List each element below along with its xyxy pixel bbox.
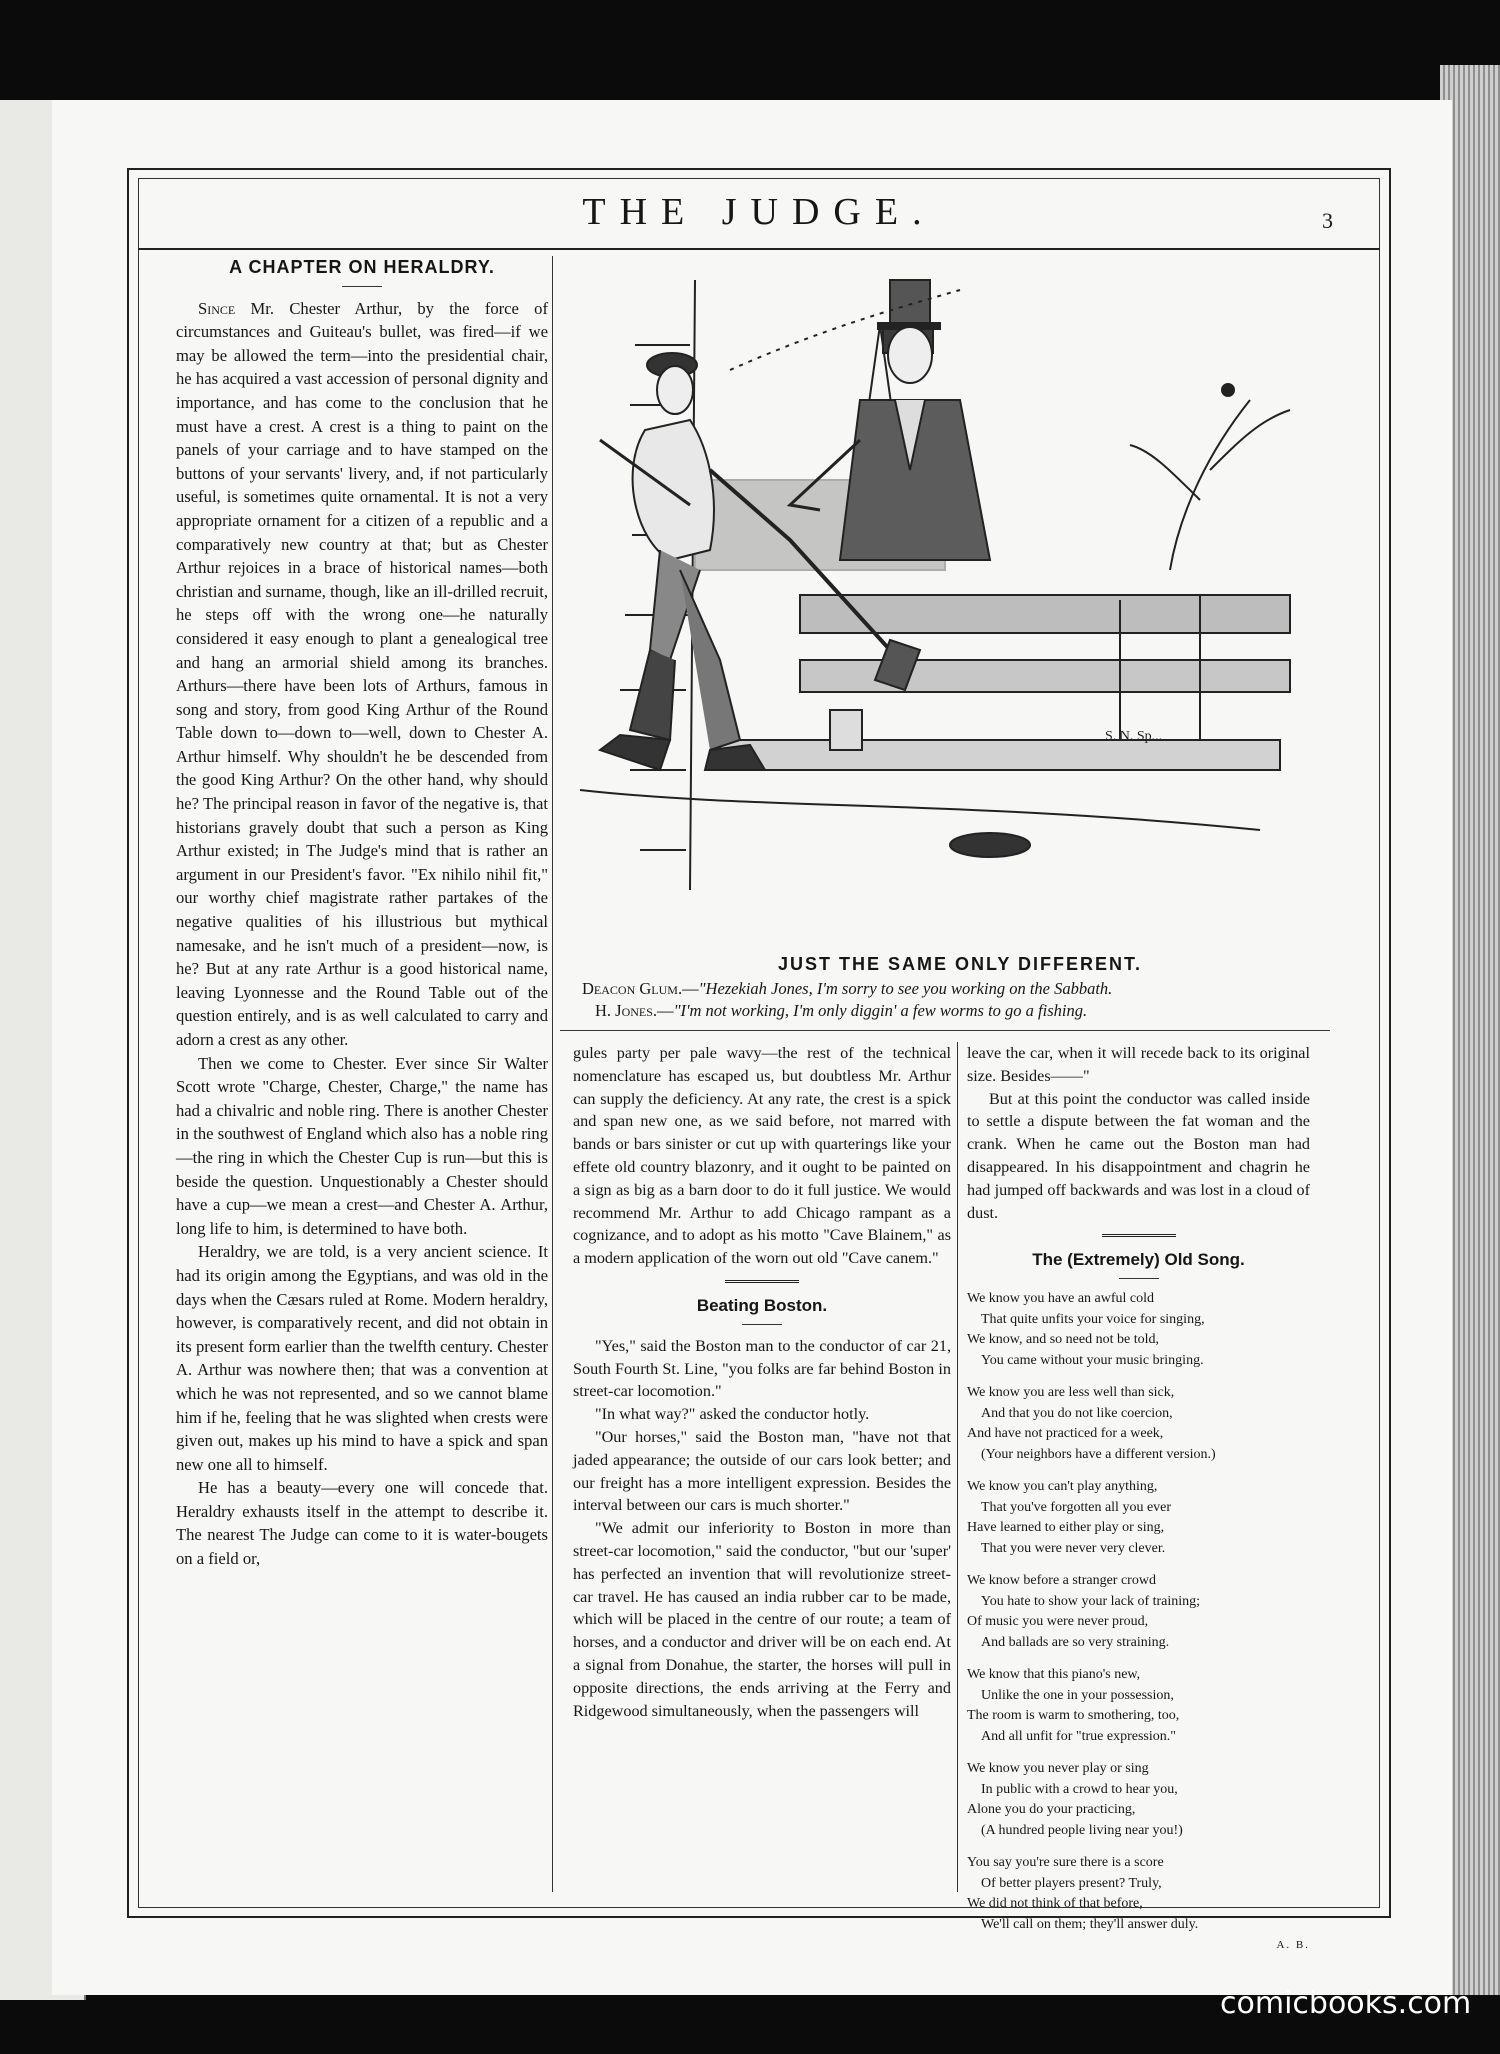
poem-line: That you've forgotten all you ever [981, 1499, 1172, 1515]
poem-line: And ballads are so very straining. [981, 1634, 1170, 1650]
cartoon-caption-line-1 [582, 978, 1112, 1000]
caption-text: "I'm not working, I'm only diggin' a few worms to go a fishing. [673, 1001, 1088, 1020]
paragraph: "In what way?" asked the conductor hotly. [595, 1405, 870, 1424]
poem-line: Have learned to either play or sing, [967, 1520, 1165, 1536]
column-right [967, 1042, 1310, 1956]
article-boston-title: Beating Boston. [696, 1295, 828, 1315]
column-divider-right [957, 1042, 958, 1892]
poem-body [967, 1289, 1310, 1956]
poem-line: Unlike the one in your possession, [981, 1687, 1174, 1703]
poem-line: You hate to show your lack of training; [981, 1593, 1201, 1609]
boston-continuation: leave the car, when it will recede back to its original size. Besides——" [967, 1044, 1310, 1085]
paragraph: Mr. Chester Arthur, by the force of circumstances and Guiteau's bullet, was fired—if we may be allowed the term—into the presidential chair, he has acquired a vast accession of personal dignity and importance, and has come to the conclusion that he must have a crest. A crest is a thing to paint on the panels of your carriage and to have stamped on the buttons of your servants' livery, and, if not particularly useful, is sometimes quite ornamental. It is not a very appropriate ornament for a citizen of a republic and a comparatively new country at that; but as Chester Arthur rejoices in a brace of historical names—both christian and surname, though, like an ill-drilled recruit, he steps off with the wrong one—he naturally considered it easy enough to plant a genealogical tree and hang an armorial shield among its branches. Arthurs—there have been lots of Arthurs, famous in song and story, from good King Arthur of the Round Table down to—down to—well, down to Chester A. Arthur himself. Why shouldn't he be descended from the good King Arthur? On the other hand, why should he? The principal reason in favor of the negative is, that historians gravely doubt that such a person as King Arthur existed; in The Judge's mind that is rather an argument in our President's favor. "Ex nihilo nihil fit," our worthy chief magistrate rather partakes of the negative qualities of his illustrious but mythical namesake, and he isn't much of a president—now, is he? But at any rate Arthur is a good historical name, leaving Lyonnesse and the Round Table out of the question entirely, and is as well calculated to carry and adorn a crest as any other. [176, 298, 549, 1049]
poem-stanza [967, 1853, 1310, 1935]
cartoon-caption-line-2 [595, 1000, 1087, 1022]
column-divider-left [552, 256, 553, 1892]
poem-line: The room is warm to smothering, too, [967, 1708, 1180, 1724]
section-rule [1102, 1234, 1176, 1237]
poem-line: That quite unfits your voice for singing, [981, 1311, 1205, 1327]
poem-line: We know you have an awful cold [967, 1291, 1155, 1307]
poem-line: We did not think of that before, [967, 1896, 1143, 1912]
poem-stanza [967, 1571, 1310, 1653]
paragraph: Heraldry, we are told, is a very ancient science. It had its origin among the Egyptians, and was old in the days when the Cæsars ruled at Rome. Modern heraldry, however, is comparatively recent, and did not obtain in its present form earlier than the twelfth century. Chester A. Arthur was nowhere then; that was a convention at which he was not represented, and so we cannot blame him if he, feeling that he was slighted when crests were given out, makes up his mind to have a spick and span new one all to himself. [176, 1242, 548, 1474]
poem-stanza [967, 1383, 1310, 1465]
poem-line: (A hundred people living near you!) [981, 1822, 1183, 1838]
section-rule [725, 1280, 799, 1283]
article-heraldry-title: A CHAPTER ON HERALDRY. [229, 257, 495, 277]
poem-stanza [967, 1477, 1310, 1559]
poem-line: (Your neighbors have a different version.) [981, 1446, 1216, 1462]
poem-line: Alone you do your practicing, [967, 1802, 1136, 1818]
paragraph: "Yes," said the Boston man to the conductor of car 21, South Fourth St. Line, "you folks are far behind Boston in street-car locomotion." [573, 1336, 951, 1401]
cartoon-caption-title: JUST THE SAME ONLY DIFFERENT. [777, 954, 1143, 974]
caption-rule [560, 1030, 1330, 1031]
poem-line: And all unfit for "true expression." [981, 1728, 1176, 1744]
poem-line: We know that this piano's new, [967, 1667, 1141, 1683]
poem-line: We know you can't play anything, [967, 1479, 1158, 1495]
poem-signature: A. B. [1276, 1939, 1310, 1952]
poem-line: You came without your music bringing. [981, 1352, 1204, 1368]
poem-line: We'll call on them; they'll answer duly. [981, 1916, 1199, 1932]
poem-stanza [967, 1759, 1310, 1841]
caption-text: "Hezekiah Jones, I'm sorry to see you working on the Sabbath. [698, 979, 1113, 998]
artist-signature: S. N. Sp... [1105, 729, 1163, 744]
poem-line: You say you're sure there is a score [967, 1855, 1164, 1871]
poem-line: Of better players present? Truly, [981, 1875, 1162, 1891]
poem-line: Of music you were never proud, [967, 1614, 1149, 1630]
heraldry-continuation: gules party per pale wavy—the rest of the technical nomenclature has escaped us, but doubtless Mr. Arthur can supply the deficiency. At any rate, the crest is a spick and span new one, as we said before, not marred with bands or bars sinister or cut up with quarterings like your effete old country blazonry, and it ought to be painted on a sign as big as a barn door to do it full justice. We would recommend Mr. Arthur to add Chicago rampant as a cognizance, and to adopt as his motto "Cave Blainem," as a modern application of the worn out old "Cave canem." [573, 1044, 951, 1268]
poem-line: And that you do not like coercion, [981, 1405, 1173, 1421]
cartoon-illustration [560, 270, 1330, 935]
poem-line: We know before a stranger crowd [967, 1573, 1156, 1589]
poem-line: We know you are less well than sick, [967, 1385, 1175, 1401]
paragraph: "We admit our inferiority to Boston in more than street-car locomotion," said the conductor, "but our 'super' has perfected an invention that will revolutionize street-car travel. He has caused an india rubber car to be made, which will be placed in the centre of our route; a team of horses, and a conductor and driver will be on each end. At a signal from Donahue, the starter, the horses will pull in opposite directions, the ends arriving at the Ferry and Ridgewood simultaneously, when the passengers will [573, 1519, 951, 1720]
poem-line: We know, and so need not be told, [967, 1332, 1159, 1348]
paragraph: But at this point the conductor was called inside to settle a dispute between the fat woman and the crank. When he came out the Boston man had disappeared. In his disappointment and chagrin he had jumped off backwards and was lost in a cloud of dust. [967, 1089, 1310, 1222]
caption-speaker: Deacon Glum.— [582, 979, 699, 998]
article-lead: Since [198, 298, 236, 318]
page-number: 3 [1322, 208, 1333, 233]
paragraph: He has a beauty—every one will concede that. Heraldry exhausts itself in the attempt to describe it. The nearest The Judge can come to it is water-bougets on a field or, [176, 1478, 548, 1569]
poem-line: We know you never play or sing [967, 1761, 1149, 1777]
column-middle [573, 1042, 951, 1722]
poem-line: In public with a crowd to hear you, [981, 1781, 1178, 1797]
header-rule [138, 248, 1380, 250]
site-watermark: comicbooks.com [1220, 1986, 1472, 2021]
poem-line: That you were never very clever. [981, 1540, 1166, 1556]
poem-line: And have not practiced for a week, [967, 1426, 1164, 1442]
poem-stanza [967, 1665, 1310, 1747]
poem-title: The (Extremely) Old Song. [1032, 1250, 1245, 1270]
title-rule [1119, 1278, 1159, 1279]
poem-stanza [967, 1289, 1310, 1371]
title-rule [342, 286, 382, 287]
title-rule [742, 1324, 782, 1325]
paragraph: Then we come to Chester. Ever since Sir Walter Scott wrote "Charge, Chester, Charge," the name has had a chivalric and noble ring. There is another Chester in the southwest of England which also has a noble ring—the ring in which the Chester Cup is run—but this is beside the question. Unquestionably a Chester should have a cup—we mean a crest—and Chester A. Arthur, long life to him, is determined to have both. [176, 1053, 548, 1238]
paragraph: "Our horses," said the Boston man, "have not that jaded appearance; the outside of our cars look better; and our freight has a more intelligent expression. Besides the interval between our cars is much shorter." [573, 1427, 951, 1515]
article-heraldry [176, 256, 548, 1571]
caption-speaker: H. Jones.— [595, 1001, 674, 1020]
masthead: THE JUDGE. [582, 191, 936, 233]
